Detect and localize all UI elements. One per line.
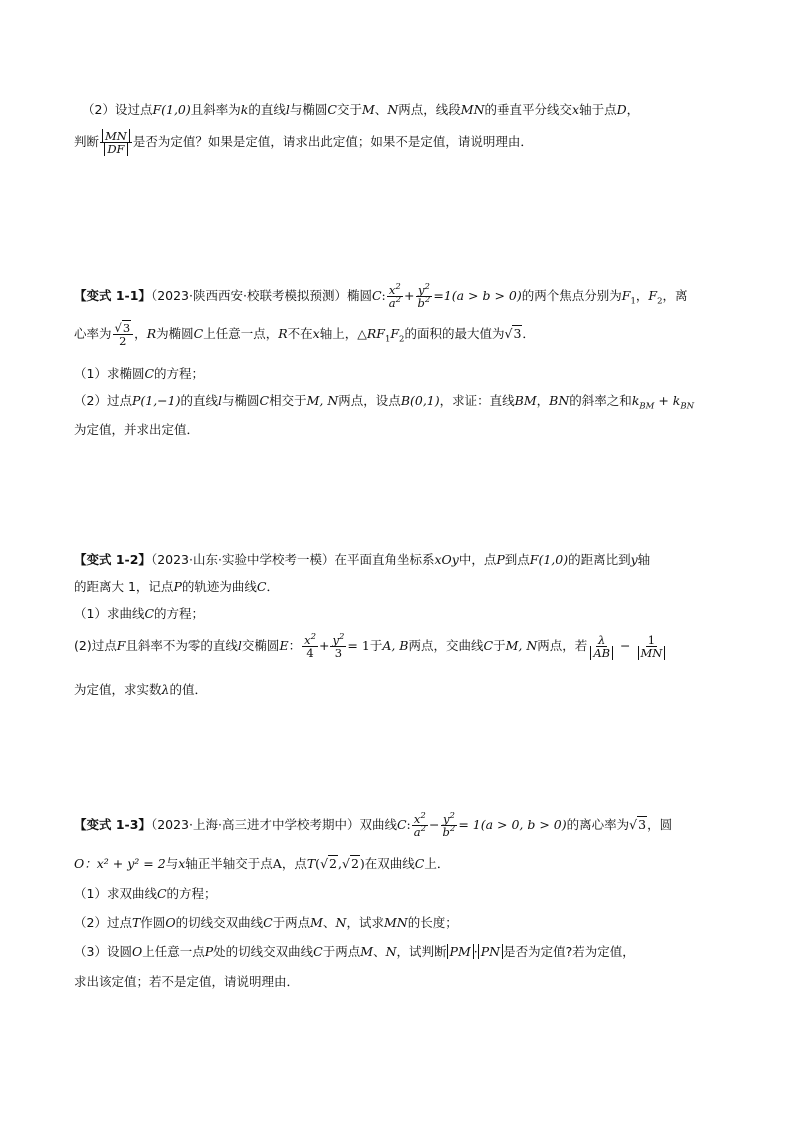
text: 两点，线段	[398, 102, 461, 117]
math-N: N	[385, 944, 397, 959]
math-C: C	[371, 288, 382, 304]
text: 心率为	[74, 326, 112, 342]
text: （2）过点	[74, 915, 132, 930]
math-C: C	[483, 638, 494, 654]
math-point-F: F(1,0)	[529, 552, 569, 567]
text: 、	[373, 944, 386, 959]
text: 两点，若	[537, 638, 588, 654]
fraction-y2-3: $\frac{y^2}{3}$	[332, 632, 345, 661]
text: 的距离比到	[568, 552, 631, 567]
math-minus: −	[616, 638, 635, 654]
text: （2023·上海·高三进才中学校考期中）双曲线	[150, 817, 397, 833]
text: 于两点	[272, 915, 311, 930]
subscript: BM	[639, 401, 655, 412]
fraction-MN-DF	[100, 130, 132, 155]
text: 的两个焦点分别为	[521, 288, 622, 304]
text: ，试判断	[396, 944, 447, 959]
math-R: R	[146, 326, 157, 342]
text: ，离	[662, 288, 688, 304]
text: 为定值，并求出定值．	[74, 422, 200, 437]
v11-line2	[74, 322, 535, 347]
math-plus: +	[654, 393, 673, 408]
math-sqrt3: √3	[504, 326, 522, 342]
math-point-P: P(1,−1)	[131, 393, 181, 408]
text: 到点	[504, 552, 530, 567]
fraction-y2-b2: $\frac{y^2}{b^2}$	[442, 811, 456, 840]
p2-line2	[74, 130, 533, 155]
text: ，	[134, 326, 147, 342]
fraction-sqrt3-2: $\frac{√3}{2}$	[113, 322, 134, 347]
text: 两点，设点	[338, 393, 401, 408]
text: ，	[626, 102, 640, 117]
text: 的直线	[180, 393, 218, 408]
text: 轴	[637, 552, 651, 567]
fraction-x2-4: $\frac{x^2}{4}$	[304, 632, 316, 661]
text: 中，点	[458, 552, 497, 567]
problem-tag: 【变式 1-3】	[74, 817, 151, 833]
v12-q1	[74, 604, 204, 622]
text: 为椭圆	[156, 326, 194, 342]
text: 、	[374, 102, 388, 117]
text: 的长度；	[407, 915, 458, 930]
frac-den: DF	[104, 142, 127, 156]
math-y: y	[630, 552, 638, 567]
fraction-1-MN	[636, 634, 668, 659]
fraction-y2-b2: $\frac{y^2}{b^2}$	[417, 282, 431, 311]
math-l: l	[218, 393, 222, 408]
v12-q2-line2	[74, 680, 207, 698]
text: （1）求双曲线	[74, 886, 157, 901]
math-O: O	[131, 944, 143, 959]
text: 交于	[336, 102, 362, 117]
text: 且斜率不为零的直线	[125, 638, 238, 654]
text: (2)过点	[74, 638, 117, 654]
text: 轴正半轴交于点	[185, 856, 273, 871]
math-E: E	[279, 638, 289, 654]
math-N: N	[387, 102, 399, 117]
text: ，点	[281, 856, 307, 871]
text: 为定值，求实数	[74, 682, 162, 697]
math-eq-tail: = 1(a > 0, b > 0)	[458, 817, 567, 833]
math-N: N	[335, 915, 347, 930]
v13-q3-line1	[74, 942, 635, 960]
p2-line1	[82, 100, 639, 118]
text: 于	[493, 638, 506, 654]
text: ，	[536, 393, 550, 408]
text: 的方程；	[154, 366, 205, 381]
math-C: C	[327, 102, 337, 117]
text: ，	[635, 288, 649, 304]
math-dot: ·	[473, 944, 478, 959]
math-C: C	[144, 606, 155, 621]
text: （1）求椭圆	[74, 366, 145, 381]
text: 处的切线交双曲线	[213, 944, 314, 959]
v11-line1: 【变式 1-1】（2023·陕西西安·校联考模拟预测）椭圆C: $\frac{x^2}{a^2}$ + $\frac{y^2}{b^2}$ =1(a > b > 0)的两个焦点分别为$F_1$，$F_2$，离	[74, 282, 688, 311]
frac-num: λ	[598, 633, 606, 647]
text: 上任意一点	[142, 944, 205, 959]
math-point-B: B(0,1)	[400, 393, 440, 408]
math-sqrt3: √3	[629, 817, 647, 833]
text: 且斜率为	[190, 102, 241, 117]
text: 在双曲线	[364, 856, 415, 871]
v12-line2	[74, 577, 279, 595]
subscript: 1	[630, 296, 636, 307]
text: ，求证：直线	[439, 393, 515, 408]
math-C: C	[156, 886, 167, 901]
math-MN: M, N	[505, 638, 538, 654]
text: 轴于点	[579, 102, 617, 117]
text: 相交于	[269, 393, 307, 408]
math-BM: BM	[514, 393, 537, 408]
text: 的轨迹为曲线	[181, 579, 257, 594]
text: 与椭圆	[222, 393, 260, 408]
v13-q1	[74, 884, 217, 902]
text: 两点，交曲线	[408, 638, 484, 654]
text: 作圆	[140, 915, 166, 930]
math-C: C	[256, 579, 267, 594]
text: 求出该定值；若不是定值，请说明理由．	[74, 974, 300, 989]
text: 上．	[424, 856, 450, 871]
math-C: C	[396, 817, 407, 833]
text: 的切线交双曲线	[175, 915, 264, 930]
subscript: BN	[680, 401, 695, 412]
math-abs-PN: PN	[478, 944, 503, 959]
math-point-F: F(1,0)	[152, 102, 191, 117]
math-P: P	[204, 944, 214, 959]
math-AB: A, B	[382, 638, 409, 654]
problem-tag: 【变式 1-2】	[74, 552, 151, 567]
fraction-x2-a2: $\frac{x^2}{a^2}$	[413, 811, 427, 840]
text: 的斜率之和	[569, 393, 632, 408]
v11-q1	[74, 364, 204, 382]
text: （2023·陕西西安·校联考模拟预测）椭圆	[150, 288, 372, 304]
math-MN: M, N	[306, 393, 339, 408]
text: 是否为定值？如果是定值，请求出此定值；如果不是定值，请说明理由．	[132, 134, 533, 150]
text: 的面积的最大值为	[404, 326, 505, 342]
v12-line1	[74, 550, 650, 568]
math-D: D	[616, 102, 627, 117]
text: 的离心率为	[566, 817, 630, 833]
v13-line2	[74, 854, 449, 872]
math-O: O	[165, 915, 176, 930]
math-BN: BN	[549, 393, 570, 408]
math-C: C	[414, 856, 425, 871]
subscript: 2	[657, 296, 663, 307]
problem-tag: 【变式 1-1】	[74, 288, 151, 304]
math-l: l	[237, 638, 242, 654]
text: 与椭圆	[289, 102, 328, 117]
math-F: F	[621, 288, 631, 304]
math-eq-tail: = 1	[347, 638, 370, 654]
math-C: C	[144, 366, 155, 381]
text: （3）设圆	[74, 944, 132, 959]
text: 于	[369, 638, 383, 654]
text: 的方程；	[154, 606, 205, 621]
text: （2）过点	[74, 393, 132, 408]
text: （2）设过点	[82, 102, 153, 117]
math-x: x	[572, 102, 580, 117]
math-x: x	[178, 856, 186, 871]
math-F: F	[390, 326, 400, 342]
text: ．	[522, 326, 535, 342]
math-xOy: xOy	[434, 552, 459, 567]
math-k: k	[240, 102, 249, 117]
subscript: 1	[384, 334, 391, 345]
math-abs-PM: PM	[447, 944, 474, 959]
math-C: C	[193, 326, 204, 342]
text: 的值．	[169, 682, 207, 697]
text: 与	[165, 856, 179, 871]
math-F: F	[648, 288, 658, 304]
math-k: k	[631, 393, 640, 408]
text: ，圆	[647, 817, 673, 833]
math-M: M	[361, 102, 375, 117]
math-circle-eq: ：x² + y² = 2	[84, 856, 166, 871]
math-triangle: △RF	[357, 326, 385, 342]
math-M: M	[360, 944, 374, 959]
math-MN: MN	[383, 915, 408, 930]
math-O: O	[74, 856, 85, 871]
v13-line1: 【变式 1-3】（2023·上海·高三进才中学校考期中）双曲线C: $\frac{x^2}{a^2}$ − $\frac{y^2}{b^2}$ = 1(a > 0, b > 0)的离心率为√3，圆	[74, 811, 673, 840]
math-C: C	[263, 915, 273, 930]
text: （1）求曲线	[74, 606, 145, 621]
math-C: C	[313, 944, 323, 959]
text: 、	[322, 915, 336, 930]
math-l: l	[285, 102, 290, 117]
text: 的方程；	[166, 886, 217, 901]
frac-den: AB	[590, 646, 613, 660]
text: 不在	[287, 326, 313, 342]
math-A: A	[272, 856, 282, 871]
text: 轴上，	[319, 326, 358, 342]
v11-q2-line2	[74, 420, 199, 438]
text: 是否为定值?若为定值，	[503, 944, 635, 959]
text: 的垂直平分线交	[484, 102, 573, 117]
math-MN: MN	[460, 102, 485, 117]
text: 交椭圆	[241, 638, 280, 654]
math-k: k	[672, 393, 681, 408]
math-x: x	[312, 326, 320, 342]
frac-num: MN	[102, 129, 130, 143]
text: 判断	[74, 134, 100, 150]
text: 于两点	[322, 944, 361, 959]
v13-q2	[74, 913, 458, 931]
math-F: F	[116, 638, 126, 654]
math-P: P	[496, 552, 505, 567]
text: 的直线	[248, 102, 286, 117]
v11-q2-line1	[74, 391, 695, 412]
v13-q3-line2	[74, 972, 299, 990]
math-eq-tail: =1(a > b > 0)	[433, 288, 522, 304]
text: ：	[288, 638, 302, 654]
math-T: T	[131, 915, 141, 930]
math-point-T-coords: (√2,√2)	[315, 856, 365, 871]
v12-q2-line1: (2)过点F且斜率不为零的直线l交椭圆E： $\frac{x^2}{4}$ + $\frac{y^2}{3}$ = 1于A, B两点，交曲线C于M, N两点，若 $\frac{\lambda}{AB}$ − $\frac{1}{MN}$	[74, 634, 668, 659]
frac-num: 1	[647, 633, 656, 647]
text: ．	[266, 579, 279, 594]
math-T: T	[306, 856, 316, 871]
math-P: P	[173, 579, 182, 594]
text: 的距离大 1，记点	[74, 579, 174, 594]
math-M: M	[310, 915, 323, 930]
math-R: R	[278, 326, 288, 342]
text: ，试求	[346, 915, 384, 930]
math-C: C	[259, 393, 270, 408]
frac-den: MN	[638, 646, 666, 660]
subscript: 2	[399, 334, 405, 345]
math-lambda: λ	[161, 682, 170, 697]
text: 上任意一点，	[203, 326, 279, 342]
fraction-x2-a2: $\frac{x^2}{a^2}$	[388, 282, 402, 311]
fraction-lambda-AB	[588, 634, 615, 659]
text: （2023·山东·实验中学校考一模）在平面直角坐标系	[150, 552, 435, 567]
